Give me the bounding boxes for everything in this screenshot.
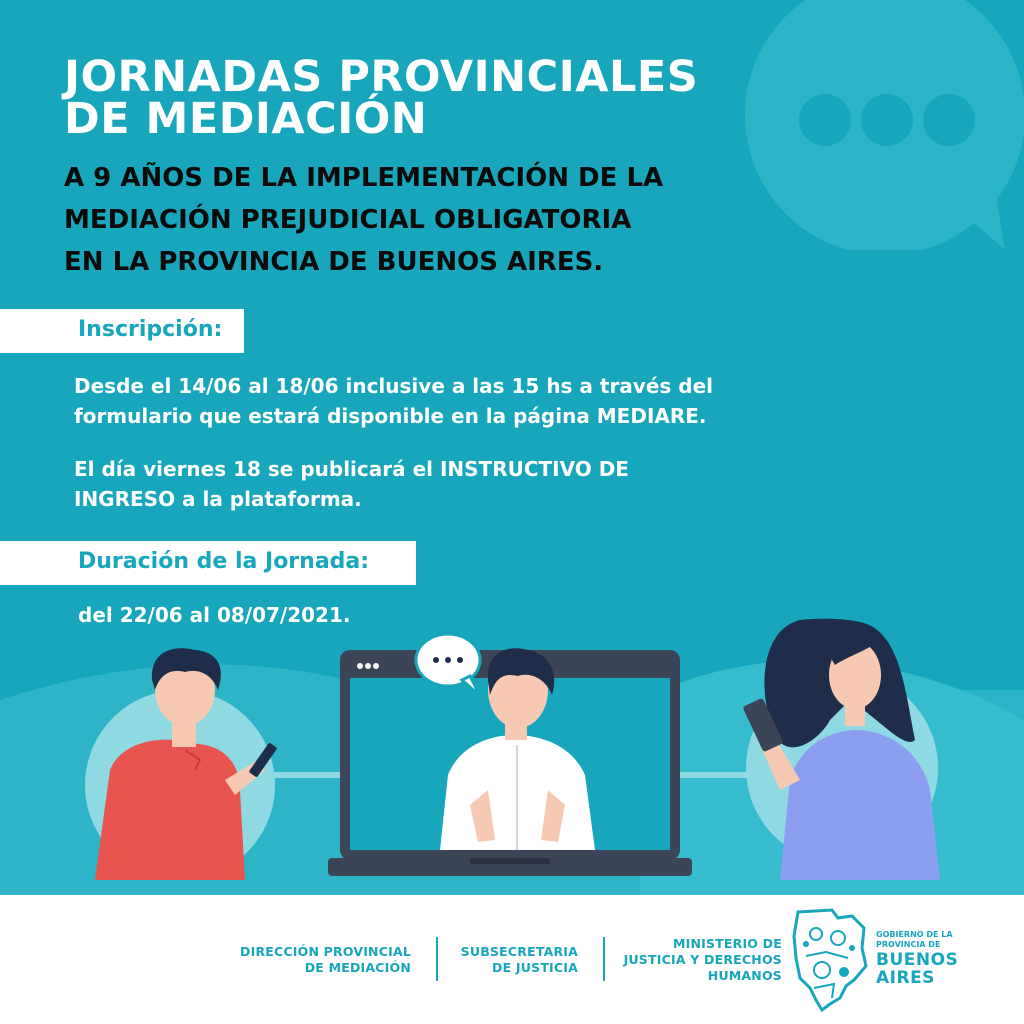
video-call-illustration: [0, 600, 1024, 895]
gobierno-line-4: AIRES: [876, 968, 935, 988]
title-line-1: JORNADAS PROVINCIALES: [64, 52, 699, 102]
gobierno-line-1: GOBIERNO DE LA: [876, 930, 953, 939]
buenos-aires-map-logo-icon: [792, 908, 868, 1012]
speech-bubble-decoration-icon: [745, 0, 1024, 250]
ministerio-line-3: HUMANOS: [707, 968, 782, 983]
gobierno-big-text: [876, 951, 958, 987]
laptop-screen: [328, 648, 692, 876]
inscripcion-p1-line-2: formulario que estará disponible en la página MEDIARE.: [74, 404, 707, 428]
direccion-line-1: DIRECCIÓN PROVINCIAL: [240, 944, 411, 959]
duracion-label: Duración de la Jornada:: [78, 549, 370, 574]
title-line-2: DE MEDIACIÓN: [64, 94, 428, 144]
footer-ministerio: [612, 936, 782, 984]
footer-direccion-provincial: [225, 944, 411, 976]
gobierno-line-3: BUENOS: [876, 950, 959, 970]
inscripcion-label: Inscripción:: [78, 317, 223, 342]
inscripcion-p1-line-1: Desde el 14/06 al 18/06 inclusive a las 15 hs a través del: [74, 374, 714, 398]
event-subtitle: [64, 157, 754, 283]
direccion-line-2: DE MEDIACIÓN: [304, 960, 411, 975]
inscripcion-paragraph-2: [74, 454, 804, 514]
gobierno-small-text: [876, 930, 953, 950]
footer-subsecretaria: [452, 944, 578, 976]
duracion-dates: del 22/06 al 08/07/2021.: [78, 603, 351, 627]
inscripcion-label-bar: [0, 309, 244, 353]
footer-divider-1: [436, 937, 438, 981]
inscripcion-paragraph-1: [74, 371, 804, 431]
footer-divider-2: [603, 937, 605, 981]
subsecretaria-line-1: SUBSECRETARIA: [460, 944, 578, 959]
subtitle-line-3: EN LA PROVINCIA DE BUENOS AIRES.: [64, 247, 604, 277]
inscripcion-p2-line-2: INGRESO a la plataforma.: [74, 487, 362, 511]
ministerio-line-2: JUSTICIA Y DERECHOS: [623, 952, 782, 967]
ministerio-line-1: MINISTERIO DE: [672, 936, 782, 951]
gobierno-line-2: PROVINCIA DE: [876, 940, 941, 949]
event-title: [64, 52, 754, 144]
subsecretaria-line-2: DE JUSTICIA: [492, 960, 578, 975]
subtitle-line-2: MEDIACIÓN PREJUDICIAL OBLIGATORIA: [64, 205, 632, 235]
subtitle-line-1: A 9 AÑOS DE LA IMPLEMENTACIÓN DE LA: [64, 163, 664, 193]
duracion-label-bar: [0, 541, 416, 585]
inscripcion-p2-line-1: El día viernes 18 se publicará el INSTRUCTIVO DE: [74, 457, 629, 481]
